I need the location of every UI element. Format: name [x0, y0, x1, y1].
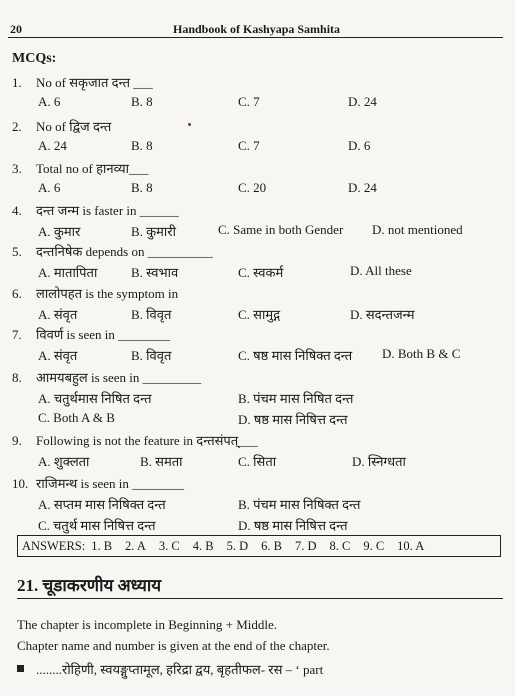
- option-c: C. Same in both Gender: [218, 222, 344, 237]
- bullet-text: ........रोहिणी, स्वयङ्गुप्तामूल, हरिद्रा द्वय, बृहतीफल- रस – ‘ part: [36, 662, 324, 677]
- option-b: B. समता: [140, 454, 183, 469]
- option-b: B. विवृत: [131, 348, 172, 363]
- option-d: D. Both B & C: [382, 346, 461, 361]
- question-1: [12, 73, 153, 91]
- question-number: 10.: [12, 476, 29, 491]
- answers-box: [17, 535, 501, 557]
- option-c: C. Both A & B: [38, 410, 115, 425]
- question-text: No of द्विज दन्त: [36, 119, 112, 134]
- question-5: [12, 242, 213, 260]
- question-text: आमयबहुल is seen in _________: [36, 370, 202, 385]
- option-c: C. 7: [238, 138, 260, 153]
- question-9: [12, 431, 258, 449]
- paragraph: Chapter name and number is given at the end of the chapter.: [17, 638, 330, 653]
- option-d: D. not mentioned: [372, 222, 463, 237]
- option-b: B. 8: [131, 180, 153, 195]
- question-text: दन्तनिषेक depends on __________: [36, 244, 213, 259]
- answer-item: 7. D: [294, 538, 317, 553]
- question-10: [12, 474, 184, 492]
- answer-item: 5. D: [226, 538, 249, 553]
- question-number: 5.: [12, 244, 22, 259]
- question-text: लालोपहत is the symptom in: [36, 286, 179, 301]
- option-c: C. 7: [238, 94, 260, 109]
- option-c: C. स्वकर्म: [238, 265, 284, 280]
- question-text: Following is not the feature in दन्तसंपत्___: [36, 433, 258, 448]
- option-d: D. 6: [348, 138, 371, 153]
- question-7: [12, 325, 170, 343]
- question-number: 2.: [12, 119, 22, 134]
- question-number: 8.: [12, 370, 22, 385]
- option-b: B. 8: [131, 138, 153, 153]
- chapter-rule: [17, 598, 503, 599]
- option-a: A. मातापिता: [38, 265, 98, 280]
- option-a: A. कुमार: [38, 224, 81, 239]
- option-d: D. षष्ठ मास निषित्त दन्त: [238, 518, 348, 533]
- question-8: [12, 368, 201, 386]
- option-d: D. सदन्तजन्म: [350, 307, 415, 322]
- option-c: C. 20: [238, 180, 267, 195]
- option-d: D. All these: [350, 263, 412, 278]
- page-number: 20: [10, 22, 22, 36]
- answer-item: 10. A: [397, 538, 425, 553]
- option-a: A. शुक्लता: [38, 454, 90, 469]
- option-a: A. 6: [38, 94, 61, 109]
- question-2: [12, 117, 111, 135]
- option-a: A. 6: [38, 180, 61, 195]
- ink-speck: [188, 123, 191, 126]
- header-rule: [8, 37, 503, 38]
- option-b: B. स्वभाव: [131, 265, 179, 280]
- question-number: 3.: [12, 161, 22, 176]
- answer-item: 6. B: [261, 538, 282, 553]
- answer-item: 4. B: [192, 538, 214, 553]
- question-4: [12, 201, 179, 219]
- option-a: A. संवृत: [38, 307, 78, 322]
- option-d: D. स्निग्धता: [352, 454, 406, 469]
- option-c: C. सिता: [238, 454, 277, 469]
- option-b: B. विवृत: [131, 307, 172, 322]
- option-d: D. 24: [348, 180, 377, 195]
- option-c: C. षष्ठ मास निषिक्त दन्त: [238, 348, 353, 363]
- option-a: A. 24: [38, 138, 67, 153]
- option-c: C. सामुद्ग: [238, 307, 281, 322]
- page-header: [10, 22, 501, 38]
- question-number: 1.: [12, 75, 22, 90]
- question-text: दन्त जन्म is faster in ______: [36, 203, 179, 218]
- question-number: 6.: [12, 286, 22, 301]
- answer-item: 9. C: [363, 538, 385, 553]
- question-text: विवर्ण is seen in ________: [36, 327, 171, 342]
- question-number: 4.: [12, 203, 22, 218]
- question-text: No of सकृजात दन्त ___: [36, 75, 153, 90]
- question-number: 9.: [12, 433, 22, 448]
- option-d: D. षष्ठ मास निषित्त दन्त: [238, 412, 348, 427]
- option-b: B. कुमारी: [131, 224, 176, 239]
- paragraph: The chapter is incomplete in Beginning + Middle.: [17, 617, 278, 632]
- question-text: Total no of हानव्या___: [36, 161, 149, 176]
- bullet-item: [17, 660, 323, 678]
- answer-item: 2. A: [125, 538, 146, 553]
- question-6: [12, 284, 178, 302]
- question-3: [12, 159, 148, 177]
- answers-label: ANSWERS:: [22, 538, 86, 553]
- answer-item: 8. C: [329, 538, 351, 553]
- option-b: B. 8: [131, 94, 153, 109]
- book-title: Handbook of Kashyapa Samhita: [173, 22, 341, 36]
- answer-item: 3. C: [158, 538, 180, 553]
- option-d: D. 24: [348, 94, 377, 109]
- option-b: B. पंचम मास निषिक्त दन्त: [238, 497, 361, 512]
- option-a: A. संवृत: [38, 348, 78, 363]
- option-c: C. चतुर्थ मास निषित्त दन्त: [38, 518, 156, 533]
- answer-item: 1. B: [91, 538, 113, 553]
- question-text: राजिमन्थ is seen in ________: [36, 476, 185, 491]
- option-a: A. चतुर्थमास निषित दन्त: [38, 391, 152, 406]
- bullet-square-icon: [17, 665, 24, 672]
- question-number: 7.: [12, 327, 22, 342]
- option-b: B. पंचम मास निषित दन्त: [238, 391, 354, 406]
- option-a: A. सप्तम मास निषिक्त दन्त: [38, 497, 166, 512]
- mcq-heading: MCQs:: [12, 51, 57, 66]
- chapter-heading: 21. चूडाकरणीय अध्याय: [17, 576, 162, 595]
